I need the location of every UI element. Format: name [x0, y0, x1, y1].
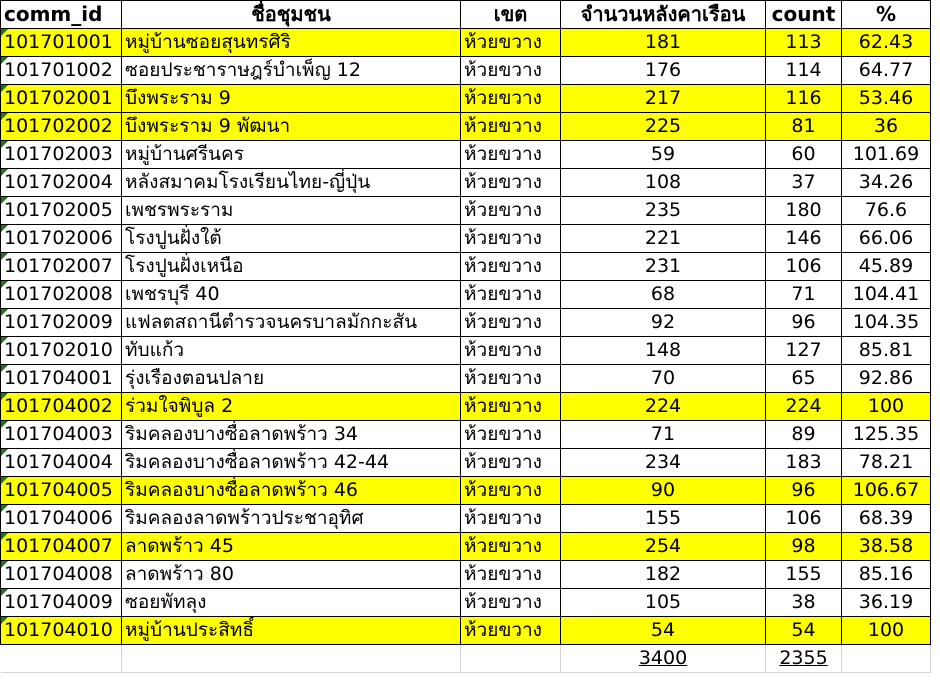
comm-id-cell[interactable]: [1, 617, 122, 645]
comm-id-text: 101702007: [4, 255, 113, 277]
community-name-cell[interactable]: บึงพระราม 9 พัฒนา: [122, 113, 461, 141]
households-cell[interactable]: 92: [561, 309, 766, 337]
percent-cell[interactable]: 66.06: [842, 225, 931, 253]
comm-id-text: 101702008: [4, 283, 113, 305]
empty-cell[interactable]: [842, 645, 931, 673]
district-cell[interactable]: ห้วยขวาง: [461, 85, 561, 113]
table-row: [1, 281, 931, 309]
comm-id-text: 101704008: [4, 563, 113, 585]
households-cell[interactable]: 68: [561, 281, 766, 309]
percent-cell[interactable]: 85.81: [842, 337, 931, 365]
households-cell[interactable]: 221: [561, 225, 766, 253]
district-cell[interactable]: ห้วยขวาง: [461, 281, 561, 309]
number-as-text-indicator-icon: [1, 225, 8, 232]
table-row: [1, 29, 931, 57]
table-row: [1, 449, 931, 477]
comm-id-cell[interactable]: [1, 113, 122, 141]
comm-id-cell[interactable]: [1, 561, 122, 589]
community-name-cell[interactable]: หมู่บ้านซอยสุนทรศิริ: [122, 29, 461, 57]
households-cell[interactable]: 231: [561, 253, 766, 281]
comm-id-text: 101702003: [4, 143, 113, 165]
number-as-text-indicator-icon: [1, 57, 8, 64]
community-name-cell[interactable]: ริมคลองบางซื่อลาดพร้าว 34: [122, 421, 461, 449]
community-name-cell[interactable]: ริมคลองบางซื่อลาดพร้าว 42-44: [122, 449, 461, 477]
empty-cell[interactable]: [461, 645, 561, 673]
number-as-text-indicator-icon: [1, 477, 8, 484]
header-households[interactable]: จำนวนหลังคาเรือน: [561, 1, 766, 29]
district-cell[interactable]: ห้วยขวาง: [461, 225, 561, 253]
total-households-value: 3400: [638, 647, 688, 669]
percent-cell[interactable]: 64.77: [842, 57, 931, 85]
number-as-text-indicator-icon: [1, 309, 8, 316]
comm-id-cell[interactable]: [1, 141, 122, 169]
community-name-cell[interactable]: บึงพระราม 9: [122, 85, 461, 113]
district-cell[interactable]: ห้วยขวาง: [461, 29, 561, 57]
count-cell[interactable]: 106: [766, 253, 842, 281]
number-as-text-indicator-icon: [1, 393, 8, 400]
comm-id-cell[interactable]: [1, 421, 122, 449]
households-cell[interactable]: 224: [561, 393, 766, 421]
district-cell[interactable]: ห้วยขวาง: [461, 57, 561, 85]
households-cell[interactable]: 182: [561, 561, 766, 589]
comm-id-text: 101702009: [4, 311, 113, 333]
count-cell[interactable]: 65: [766, 365, 842, 393]
percent-cell[interactable]: 125.35: [842, 421, 931, 449]
households-cell[interactable]: 54: [561, 617, 766, 645]
community-name-cell[interactable]: ทับแก้ว: [122, 337, 461, 365]
community-name-cell[interactable]: แฟลตสถานีตำรวจนครบาลมักกะสัน: [122, 309, 461, 337]
table-row: [1, 309, 931, 337]
district-cell[interactable]: ห้วยขวาง: [461, 505, 561, 533]
households-cell[interactable]: 254: [561, 533, 766, 561]
households-cell[interactable]: 176: [561, 57, 766, 85]
comm-id-cell[interactable]: [1, 393, 122, 421]
header-row: [1, 1, 931, 29]
community-name-cell[interactable]: ลาดพร้าว 45: [122, 533, 461, 561]
percent-cell[interactable]: 68.39: [842, 505, 931, 533]
percent-cell[interactable]: 85.16: [842, 561, 931, 589]
comm-id-text: 101702002: [4, 115, 113, 137]
count-cell[interactable]: 54: [766, 617, 842, 645]
percent-cell[interactable]: 45.89: [842, 253, 931, 281]
table-row: [1, 85, 931, 113]
header-comm-id[interactable]: comm_id: [1, 1, 122, 29]
table-row: [1, 253, 931, 281]
comm-id-cell[interactable]: [1, 253, 122, 281]
district-cell[interactable]: ห้วยขวาง: [461, 337, 561, 365]
table-row: [1, 365, 931, 393]
number-as-text-indicator-icon: [1, 589, 8, 596]
comm-id-cell[interactable]: [1, 337, 122, 365]
count-cell[interactable]: 81: [766, 113, 842, 141]
comm-id-text: 101704009: [4, 591, 113, 613]
number-as-text-indicator-icon: [1, 617, 8, 624]
community-name-cell[interactable]: ริมคลองบางซื่อลาดพร้าว 46: [122, 477, 461, 505]
comm-id-text: 101704007: [4, 535, 113, 557]
households-cell[interactable]: 235: [561, 197, 766, 225]
percent-cell[interactable]: 78.21: [842, 449, 931, 477]
comm-id-text: 101704005: [4, 479, 113, 501]
households-cell[interactable]: 181: [561, 29, 766, 57]
percent-cell[interactable]: 76.6: [842, 197, 931, 225]
count-cell[interactable]: 180: [766, 197, 842, 225]
number-as-text-indicator-icon: [1, 533, 8, 540]
percent-cell[interactable]: 104.35: [842, 309, 931, 337]
community-name-cell[interactable]: เพชรพระราม: [122, 197, 461, 225]
table-row: [1, 421, 931, 449]
count-cell[interactable]: 98: [766, 533, 842, 561]
district-cell[interactable]: ห้วยขวาง: [461, 589, 561, 617]
count-cell[interactable]: 113: [766, 29, 842, 57]
number-as-text-indicator-icon: [1, 281, 8, 288]
percent-cell[interactable]: 101.69: [842, 141, 931, 169]
percent-cell[interactable]: 62.43: [842, 29, 931, 57]
table-row: [1, 169, 931, 197]
count-cell[interactable]: 38: [766, 589, 842, 617]
comm-id-cell[interactable]: [1, 365, 122, 393]
households-cell[interactable]: 108: [561, 169, 766, 197]
district-cell[interactable]: ห้วยขวาง: [461, 113, 561, 141]
comm-id-cell[interactable]: [1, 57, 122, 85]
community-name-cell[interactable]: โรงปูนฝั่งเหนือ: [122, 253, 461, 281]
community-name-cell[interactable]: โรงปูนฝั่งใต้: [122, 225, 461, 253]
percent-cell[interactable]: 36: [842, 113, 931, 141]
header-community-name[interactable]: ชื่อชุมชน: [122, 1, 461, 29]
comm-id-text: 101701002: [4, 59, 113, 81]
number-as-text-indicator-icon: [1, 85, 8, 92]
percent-cell[interactable]: 53.46: [842, 85, 931, 113]
households-cell[interactable]: 90: [561, 477, 766, 505]
percent-cell[interactable]: 34.26: [842, 169, 931, 197]
table-row: [1, 477, 931, 505]
district-cell[interactable]: ห้วยขวาง: [461, 449, 561, 477]
households-cell[interactable]: 148: [561, 337, 766, 365]
district-cell[interactable]: ห้วยขวาง: [461, 141, 561, 169]
percent-cell[interactable]: 92.86: [842, 365, 931, 393]
community-name-cell[interactable]: ร่วมใจพิบูล 2: [122, 393, 461, 421]
total-count-value: 2355: [779, 647, 828, 669]
comm-id-text: 101702004: [4, 171, 113, 193]
district-cell[interactable]: ห้วยขวาง: [461, 197, 561, 225]
households-cell[interactable]: 155: [561, 505, 766, 533]
count-cell[interactable]: 96: [766, 309, 842, 337]
table-row: [1, 393, 931, 421]
households-cell[interactable]: 70: [561, 365, 766, 393]
header-count[interactable]: count: [766, 1, 842, 29]
table-row: [1, 141, 931, 169]
comm-id-cell[interactable]: [1, 281, 122, 309]
number-as-text-indicator-icon: [1, 337, 8, 344]
table-row: [1, 57, 931, 85]
percent-cell[interactable]: 36.19: [842, 589, 931, 617]
number-as-text-indicator-icon: [1, 421, 8, 428]
count-cell[interactable]: 89: [766, 421, 842, 449]
count-cell[interactable]: 106: [766, 505, 842, 533]
table-row: [1, 589, 931, 617]
comm-id-cell[interactable]: [1, 505, 122, 533]
comm-id-cell[interactable]: [1, 589, 122, 617]
community-name-cell[interactable]: หมู่บ้านศรีนคร: [122, 141, 461, 169]
comm-id-cell[interactable]: [1, 477, 122, 505]
table-row: [1, 533, 931, 561]
count-cell[interactable]: 183: [766, 449, 842, 477]
totals-row: [1, 645, 931, 673]
percent-cell[interactable]: 106.67: [842, 477, 931, 505]
percent-cell[interactable]: 100: [842, 393, 931, 421]
count-cell[interactable]: 71: [766, 281, 842, 309]
district-cell[interactable]: ห้วยขวาง: [461, 309, 561, 337]
table-row: [1, 617, 931, 645]
count-cell[interactable]: 146: [766, 225, 842, 253]
percent-cell[interactable]: 38.58: [842, 533, 931, 561]
district-cell[interactable]: ห้วยขวาง: [461, 421, 561, 449]
comm-id-cell[interactable]: [1, 533, 122, 561]
comm-id-text: 101704004: [4, 451, 113, 473]
table-row: [1, 337, 931, 365]
count-cell[interactable]: 127: [766, 337, 842, 365]
district-cell[interactable]: ห้วยขวาง: [461, 365, 561, 393]
number-as-text-indicator-icon: [1, 29, 8, 36]
comm-id-text: 101704001: [4, 367, 113, 389]
district-cell[interactable]: ห้วยขวาง: [461, 393, 561, 421]
community-name-cell[interactable]: ริมคลองลาดพร้าวประชาอุทิศ: [122, 505, 461, 533]
community-name-cell[interactable]: เพชรบุรี 40: [122, 281, 461, 309]
header-district[interactable]: เขต: [461, 1, 561, 29]
comm-id-text: 101704010: [4, 619, 113, 641]
number-as-text-indicator-icon: [1, 197, 8, 204]
comm-id-text: 101702005: [4, 199, 113, 221]
percent-cell[interactable]: 100: [842, 617, 931, 645]
number-as-text-indicator-icon: [1, 561, 8, 568]
community-name-cell[interactable]: ซอยพัทลุง: [122, 589, 461, 617]
comm-id-text: 101704003: [4, 423, 113, 445]
comm-id-cell[interactable]: [1, 197, 122, 225]
table-row: [1, 113, 931, 141]
number-as-text-indicator-icon: [1, 505, 8, 512]
district-cell[interactable]: ห้วยขวาง: [461, 561, 561, 589]
community-name-cell[interactable]: หลังสมาคมโรงเรียนไทย-ญี่ปุ่น: [122, 169, 461, 197]
header-percent[interactable]: %: [842, 1, 931, 29]
count-cell[interactable]: 114: [766, 57, 842, 85]
comm-id-cell[interactable]: [1, 449, 122, 477]
number-as-text-indicator-icon: [1, 449, 8, 456]
comm-id-text: 101704002: [4, 395, 113, 417]
number-as-text-indicator-icon: [1, 113, 8, 120]
comm-id-cell[interactable]: [1, 29, 122, 57]
number-as-text-indicator-icon: [1, 141, 8, 148]
district-cell[interactable]: ห้วยขวาง: [461, 253, 561, 281]
table-row: [1, 505, 931, 533]
comm-id-cell[interactable]: [1, 169, 122, 197]
households-cell[interactable]: 105: [561, 589, 766, 617]
number-as-text-indicator-icon: [1, 365, 8, 372]
community-name-cell[interactable]: หมู่บ้านประสิทธิ์: [122, 617, 461, 645]
count-cell[interactable]: 37: [766, 169, 842, 197]
community-name-cell[interactable]: รุ่งเรืองตอนปลาย: [122, 365, 461, 393]
count-cell[interactable]: 224: [766, 393, 842, 421]
count-cell[interactable]: 60: [766, 141, 842, 169]
comm-id-text: 101702001: [4, 87, 113, 109]
count-cell[interactable]: 96: [766, 477, 842, 505]
comm-id-cell[interactable]: [1, 309, 122, 337]
households-cell[interactable]: 59: [561, 141, 766, 169]
total-households-cell[interactable]: [561, 645, 766, 673]
comm-id-text: 101701001: [4, 31, 113, 53]
comm-id-cell[interactable]: [1, 225, 122, 253]
table-row: [1, 225, 931, 253]
number-as-text-indicator-icon: [1, 169, 8, 176]
comm-id-text: 101702006: [4, 227, 113, 249]
community-name-cell[interactable]: ซอยประชาราษฎร์บำเพ็ญ 12: [122, 57, 461, 85]
district-cell[interactable]: ห้วยขวาง: [461, 533, 561, 561]
comm-id-text: 101704006: [4, 507, 113, 529]
district-cell[interactable]: ห้วยขวาง: [461, 617, 561, 645]
table-row: [1, 197, 931, 225]
comm-id-text: 101702010: [4, 339, 113, 361]
count-cell[interactable]: 116: [766, 85, 842, 113]
empty-cell[interactable]: [1, 645, 122, 673]
community-name-cell[interactable]: ลาดพร้าว 80: [122, 561, 461, 589]
table-row: [1, 561, 931, 589]
count-cell[interactable]: 155: [766, 561, 842, 589]
households-cell[interactable]: 71: [561, 421, 766, 449]
comm-id-cell[interactable]: [1, 85, 122, 113]
total-count-cell[interactable]: [766, 645, 842, 673]
district-cell[interactable]: ห้วยขวาง: [461, 477, 561, 505]
district-cell[interactable]: ห้วยขวาง: [461, 169, 561, 197]
households-cell[interactable]: 234: [561, 449, 766, 477]
percent-cell[interactable]: 104.41: [842, 281, 931, 309]
empty-cell[interactable]: [122, 645, 461, 673]
households-cell[interactable]: 225: [561, 113, 766, 141]
number-as-text-indicator-icon: [1, 253, 8, 260]
households-cell[interactable]: 217: [561, 85, 766, 113]
